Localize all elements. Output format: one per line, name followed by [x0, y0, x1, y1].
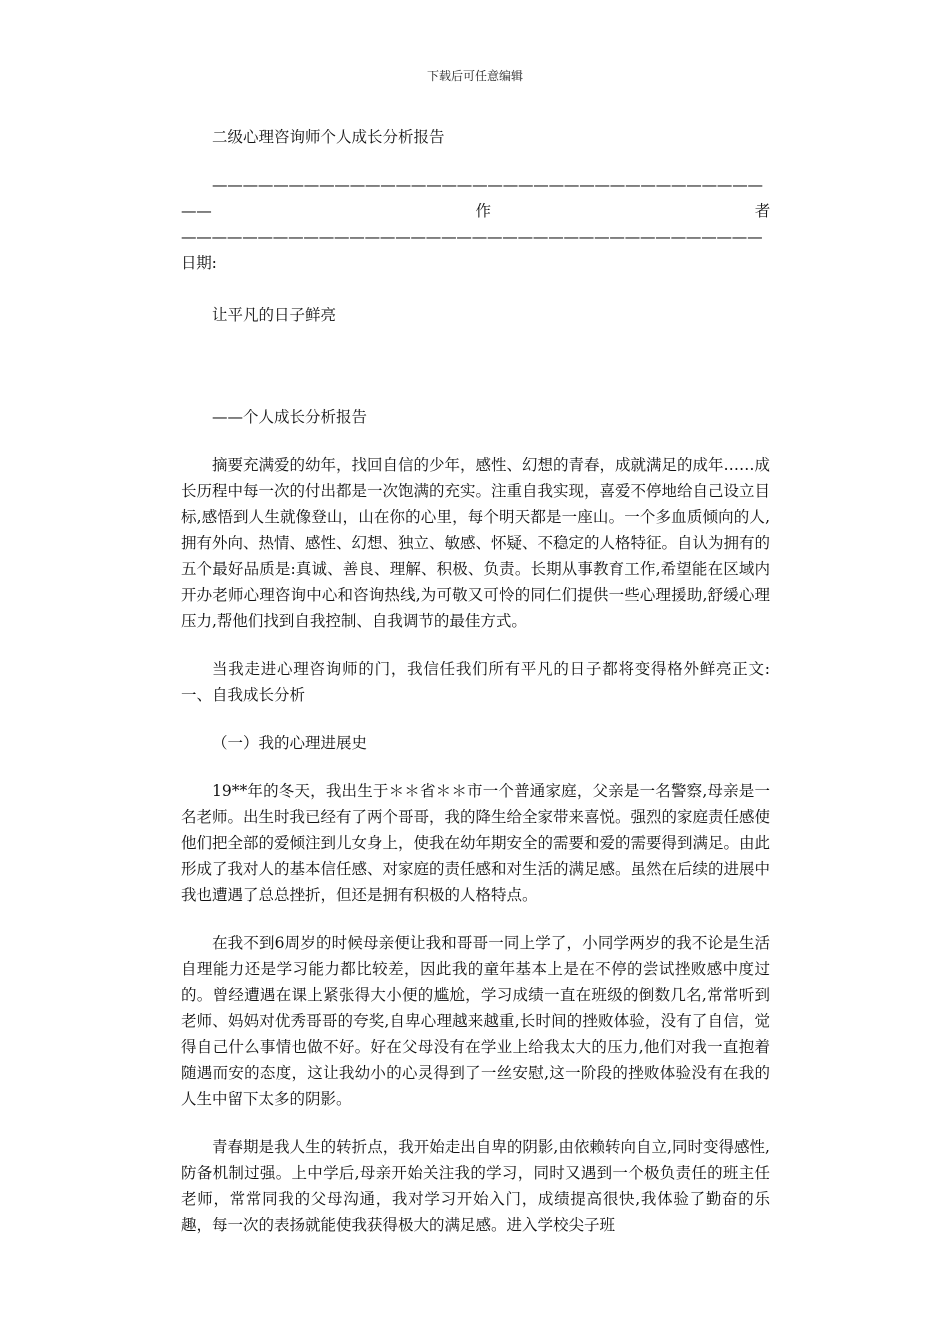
- body-paragraph-3: 青春期是我人生的转折点，我开始走出自卑的阴影,由依赖转向自立,同时变得感性,防备机制过强。上中学后,母亲开始关注我的学习，同时又遇到一个极负责任的班主任老师，常常同我的父母沟通，我对学习开始入门，成绩提高很快,我体验了勤奋的乐趣，每一次的表扬就能使我获得极大的满足感。进入学校尖子班: [181, 1138, 770, 1234]
- page-header-note: 下载后可任意编辑: [426, 69, 523, 83]
- intro-paragraph: 当我走进心理咨询师的门，我信任我们所有平凡的日子都将变得格外鲜亮正文:一、自我成长分析: [181, 660, 770, 704]
- abstract-paragraph: 摘要充满爱的幼年，找回自信的少年，感性、幻想的青春，成就满足的成年……成长历程中每一次的付出都是一次饱满的充实。注重自我实现，喜爱不停地给自己设立目标,感悟到人生就像登山，山在你的心里，每个明天都是一座山。一个多血质倾向的人,拥有外向、热情、感性、幻想、独立、敏感、怀疑、不稳定的人格特征。自认为拥有的五个最好品质是:真诚、善良、理解、积极、负责。长期从事教育工作,希望能在区域内开办老师心理咨询中心和咨询热线,为可敬又可怜的同仁们提供一些心理援助,舒缓心理压力,帮他们找到自我控制、自我调节的最佳方式。: [181, 456, 771, 630]
- author-date-line: ——————————————————————————————————————作者——————————————————————————————————————日期:: [181, 176, 770, 272]
- body-paragraph-1: 19**年的冬天，我出生于＊＊省＊＊市一个普通家庭，父亲是一名警察,母亲是一名老师。出生时我已经有了两个哥哥，我的降生给全家带来喜悦。强烈的家庭责任感使他们把全部的爱倾注到儿女身上，使我在幼年期安全的需要和爱的需要得到满足。由此形成了我对人的基本信任感、对家庭的责任感和对生活的满足感。虽然在后续的进展中我也遭遇了总总挫折，但还是拥有积极的人格特点。: [181, 782, 771, 904]
- report-title: 二级心理咨询师个人成长分析报告: [212, 128, 445, 146]
- section-heading: （一）我的心理进展史: [212, 734, 368, 752]
- body-paragraph-2: 在我不到6周岁的时候母亲便让我和哥哥一同上学了，小同学两岁的我不论是生活自理能力还是学习能力都比较差，因此我的童年基本上是在不停的尝试挫败感中度过的。曾经遭遇在课上紧张得大小便的尴尬，学习成绩一直在班级的倒数几名,常常听到老师、妈妈对优秀哥哥的夸奖,自卑心理越来越重,长时间的挫败体验，没有了自信，觉得自己什么事情也做不好。好在父母没有在学业上给我太大的压力,他们对我一直抱着随遇而安的态度，这让我幼小的心灵得到了一丝安慰,这一阶段的挫败体验没有在我的人生中留下太多的阴影。: [181, 934, 770, 1108]
- report-tagline: 让平凡的日子鲜亮: [212, 306, 337, 324]
- document-body: [181, 124, 770, 1238]
- report-subtitle: ——个人成长分析报告: [212, 408, 368, 426]
